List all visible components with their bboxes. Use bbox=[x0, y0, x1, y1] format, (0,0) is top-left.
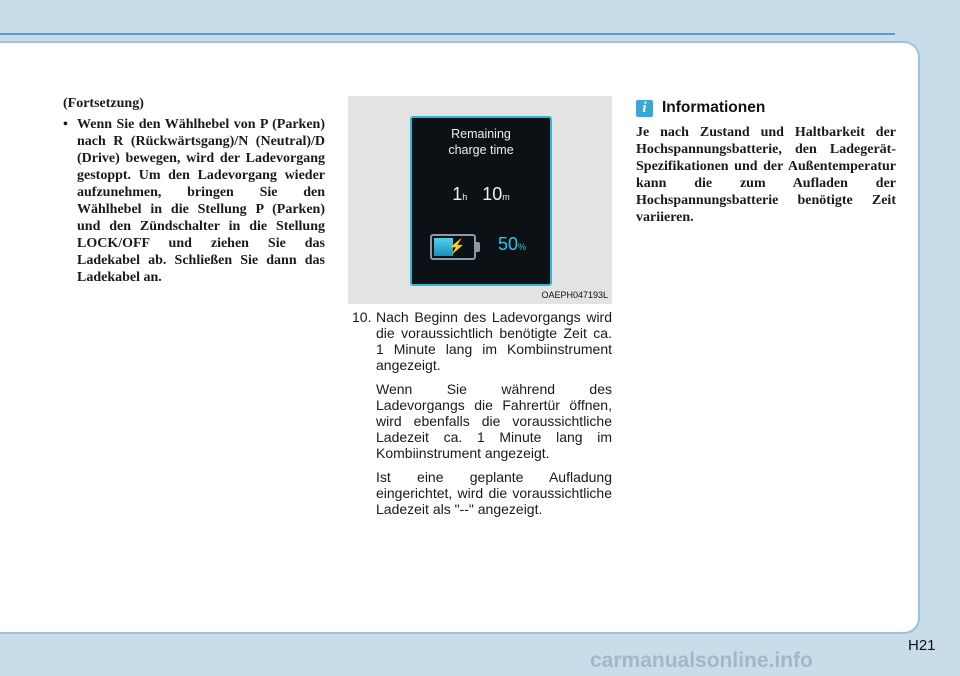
percent-value: 50 bbox=[498, 234, 519, 254]
cluster-screen bbox=[410, 116, 552, 286]
bolt-icon: ⚡ bbox=[448, 238, 466, 254]
continuation-heading: (Fortsetzung) bbox=[63, 96, 144, 111]
screen-title bbox=[412, 126, 550, 158]
column-middle bbox=[352, 309, 612, 525]
column-left bbox=[63, 95, 325, 286]
minutes-value: 10 bbox=[482, 184, 503, 204]
info-header bbox=[636, 98, 765, 118]
figure-code: OAEPH047193L bbox=[541, 290, 608, 300]
step-10 bbox=[352, 309, 612, 373]
header-rule bbox=[0, 33, 895, 35]
page-number: H21 bbox=[908, 637, 936, 654]
hours-value: 1 bbox=[452, 184, 463, 204]
hours-unit: h bbox=[462, 192, 468, 202]
bullet-text: Wenn Sie den Wählhebel von P (Parken) nach R (Rückwärtsgang)/N (Neutral)/D (Drive) bewegen, wird der Ladevorgang gestoppt. Um den Ladevorgang wieder aufzunehmen, bringen Sie den Wählhebel in die Stellung P (Parken) und den Zündschalter in die Stellung LOCK/OFF und ziehen Sie das Ladekabel ab. Schließen Sie dann das Ladekabel an. bbox=[77, 117, 325, 285]
footer-watermark[interactable]: carmanualsonline.info bbox=[590, 649, 813, 672]
cluster-figure bbox=[348, 96, 612, 304]
minutes-unit: m bbox=[502, 192, 510, 202]
screen-title-line1: Remaining bbox=[451, 127, 511, 141]
screen-title-line2: charge time bbox=[448, 143, 514, 157]
paragraph-door: Wenn Sie während des Ladevorgangs die Fahrertür öffnen, wird ebenfalls die voraussichtliche Ladezeit ca. 1 Minute lang im Kombiinstrument angezeigt. bbox=[376, 381, 612, 461]
bullet-icon: • bbox=[63, 117, 68, 132]
info-icon: i bbox=[636, 100, 653, 117]
bullet-item bbox=[63, 116, 325, 286]
paragraph-scheduled: Ist eine geplante Aufladung eingerichtet, wird die voraussichtliche Ladezeit als "--" angezeigt. bbox=[376, 469, 612, 517]
info-title: Informationen bbox=[662, 99, 766, 116]
remaining-time bbox=[412, 184, 550, 205]
step-text: Nach Beginn des Ladevorgangs wird die voraussichtlich benötigte Zeit ca. 1 Minute lang im Kombiinstrument angezeigt. bbox=[376, 309, 612, 373]
charge-percent bbox=[498, 234, 526, 255]
battery-cap bbox=[476, 242, 480, 252]
info-text: Je nach Zustand und Haltbarkeit der Hochspannungsbatterie, den Ladegerät-Spezifikationen und der Außentemperatur kann die zum Aufladen der Hochspannungsbatterie benötigte Zeit variieren. bbox=[636, 125, 896, 225]
percent-unit: % bbox=[518, 242, 527, 252]
step-number: 10. bbox=[352, 309, 372, 325]
battery-icon bbox=[430, 234, 476, 260]
